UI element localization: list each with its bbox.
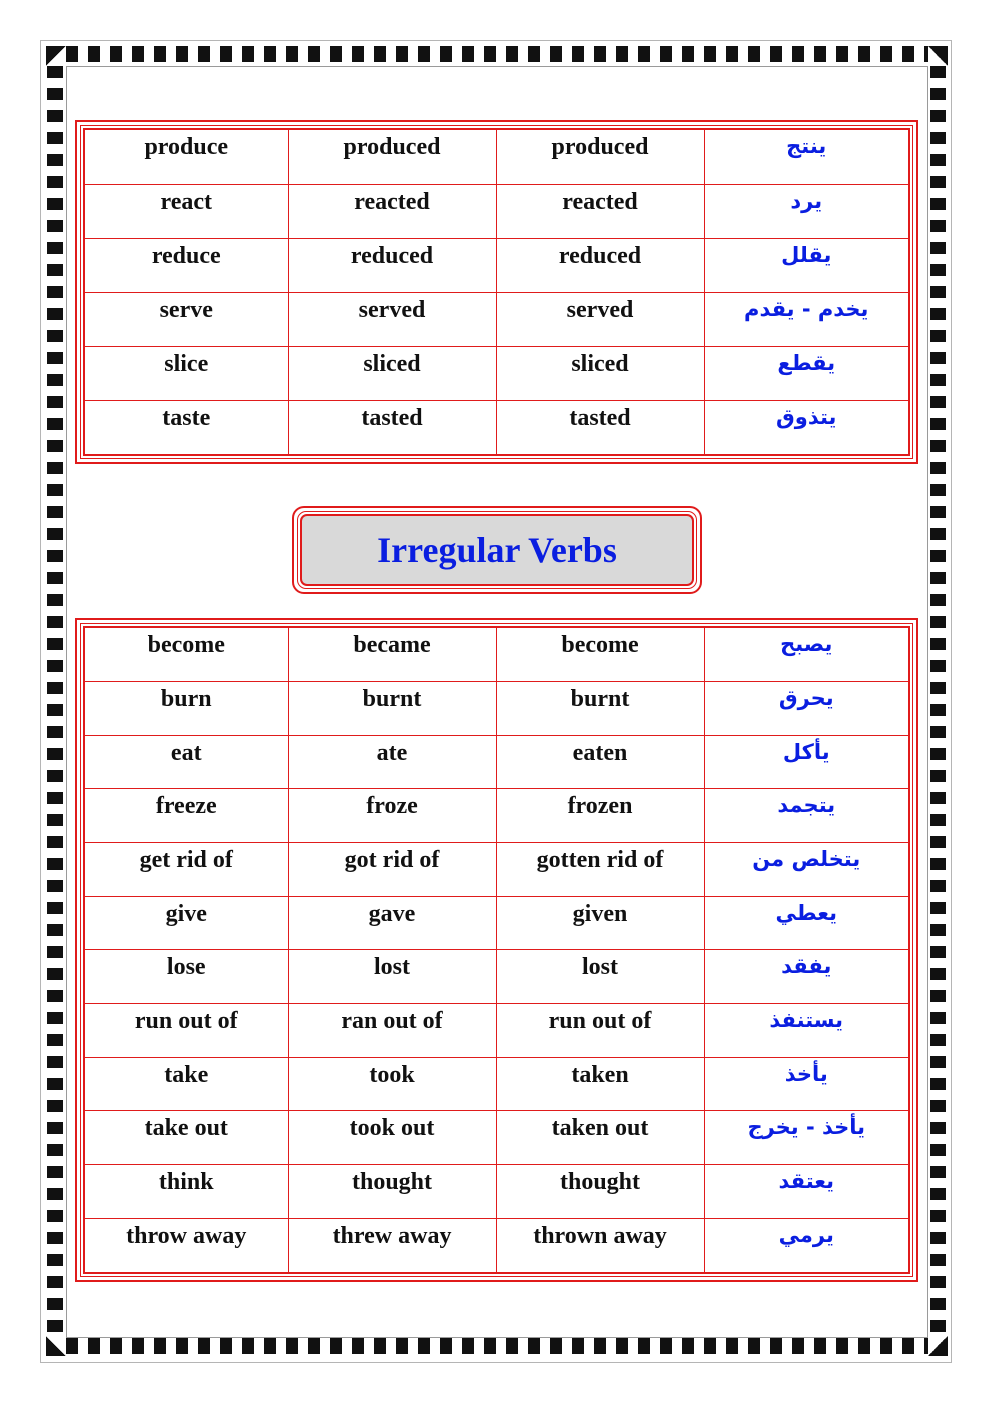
past-form-cell: sliced [288, 346, 496, 400]
frame-stripe-right [930, 66, 946, 1338]
arabic-meaning-cell: يحرق [704, 682, 908, 736]
table-row [85, 400, 908, 454]
arabic-meaning-cell: يأخذ - يخرج [704, 1111, 908, 1165]
past-form-cell: reacted [288, 184, 496, 238]
base-form-cell: slice [85, 346, 288, 400]
table-row [85, 843, 908, 897]
table-row [85, 238, 908, 292]
past-participle-cell: thrown away [496, 1218, 704, 1272]
past-form-cell: threw away [288, 1218, 496, 1272]
past-participle-cell: frozen [496, 789, 704, 843]
base-form-cell: take [85, 1057, 288, 1111]
base-form-cell: think [85, 1165, 288, 1219]
frame-corner-top-right [928, 46, 948, 66]
arabic-meaning-cell: يأكل [704, 735, 908, 789]
past-form-cell: ate [288, 735, 496, 789]
past-form-cell: thought [288, 1165, 496, 1219]
section-title: Irregular Verbs [377, 530, 617, 570]
past-participle-cell: gotten rid of [496, 843, 704, 897]
arabic-meaning-cell: يتذوق [704, 400, 908, 454]
base-form-cell: freeze [85, 789, 288, 843]
arabic-meaning-cell: يعطي [704, 896, 908, 950]
table-row [85, 735, 908, 789]
irregular-verbs-table [85, 628, 908, 1272]
table-row [85, 896, 908, 950]
past-participle-cell: sliced [496, 346, 704, 400]
arabic-meaning-cell: يقلل [704, 238, 908, 292]
base-form-cell: run out of [85, 1004, 288, 1058]
past-form-cell: tasted [288, 400, 496, 454]
past-participle-cell: run out of [496, 1004, 704, 1058]
arabic-meaning-cell: ينتج [704, 130, 908, 184]
frame-corner-bottom-right [928, 1336, 948, 1356]
arabic-meaning-cell: يعتقد [704, 1165, 908, 1219]
table-row [85, 1165, 908, 1219]
past-form-cell: ran out of [288, 1004, 496, 1058]
frame-stripe-left [47, 66, 63, 1338]
base-form-cell: give [85, 896, 288, 950]
base-form-cell: take out [85, 1111, 288, 1165]
arabic-meaning-cell: يفقد [704, 950, 908, 1004]
past-form-cell: served [288, 292, 496, 346]
table-row [85, 184, 908, 238]
past-participle-cell: eaten [496, 735, 704, 789]
section-heading-box [292, 506, 702, 594]
past-participle-cell: reduced [496, 238, 704, 292]
table-row [85, 1111, 908, 1165]
table-row [85, 1218, 908, 1272]
past-participle-cell: lost [496, 950, 704, 1004]
past-form-cell: got rid of [288, 843, 496, 897]
irregular-verbs-box [75, 618, 918, 1282]
table-row [85, 628, 908, 682]
arabic-meaning-cell: يصبح [704, 628, 908, 682]
table-row [85, 682, 908, 736]
base-form-cell: lose [85, 950, 288, 1004]
past-form-cell: lost [288, 950, 496, 1004]
table-row [85, 1057, 908, 1111]
past-participle-cell: tasted [496, 400, 704, 454]
base-form-cell: eat [85, 735, 288, 789]
arabic-meaning-cell: يرد [704, 184, 908, 238]
past-participle-cell: taken [496, 1057, 704, 1111]
table-row [85, 292, 908, 346]
arabic-meaning-cell: يأخذ [704, 1057, 908, 1111]
frame-corner-bottom-left [46, 1336, 66, 1356]
base-form-cell: throw away [85, 1218, 288, 1272]
base-form-cell: become [85, 628, 288, 682]
past-form-cell: became [288, 628, 496, 682]
past-participle-cell: given [496, 896, 704, 950]
past-participle-cell: thought [496, 1165, 704, 1219]
arabic-meaning-cell: يقطع [704, 346, 908, 400]
frame-stripe-bottom [66, 1338, 928, 1354]
base-form-cell: taste [85, 400, 288, 454]
frame-stripe-top [66, 46, 928, 62]
past-form-cell: froze [288, 789, 496, 843]
frame-corner-top-left [46, 46, 66, 66]
past-participle-cell: taken out [496, 1111, 704, 1165]
past-form-cell: gave [288, 896, 496, 950]
base-form-cell: serve [85, 292, 288, 346]
past-participle-cell: produced [496, 130, 704, 184]
past-form-cell: reduced [288, 238, 496, 292]
arabic-meaning-cell: يرمي [704, 1218, 908, 1272]
table-row [85, 130, 908, 184]
arabic-meaning-cell: يتخلص من [704, 843, 908, 897]
table-row [85, 950, 908, 1004]
arabic-meaning-cell: يخدم - يقدم [704, 292, 908, 346]
past-participle-cell: served [496, 292, 704, 346]
past-form-cell: took out [288, 1111, 496, 1165]
past-form-cell: produced [288, 130, 496, 184]
base-form-cell: get rid of [85, 843, 288, 897]
arabic-meaning-cell: يتجمد [704, 789, 908, 843]
past-participle-cell: reacted [496, 184, 704, 238]
table-row [85, 789, 908, 843]
base-form-cell: produce [85, 130, 288, 184]
regular-verbs-table [85, 130, 908, 454]
table-row [85, 1004, 908, 1058]
table-row [85, 346, 908, 400]
past-participle-cell: become [496, 628, 704, 682]
base-form-cell: react [85, 184, 288, 238]
base-form-cell: burn [85, 682, 288, 736]
past-participle-cell: burnt [496, 682, 704, 736]
past-form-cell: took [288, 1057, 496, 1111]
regular-verbs-box [75, 120, 918, 464]
base-form-cell: reduce [85, 238, 288, 292]
past-form-cell: burnt [288, 682, 496, 736]
arabic-meaning-cell: يستنفذ [704, 1004, 908, 1058]
